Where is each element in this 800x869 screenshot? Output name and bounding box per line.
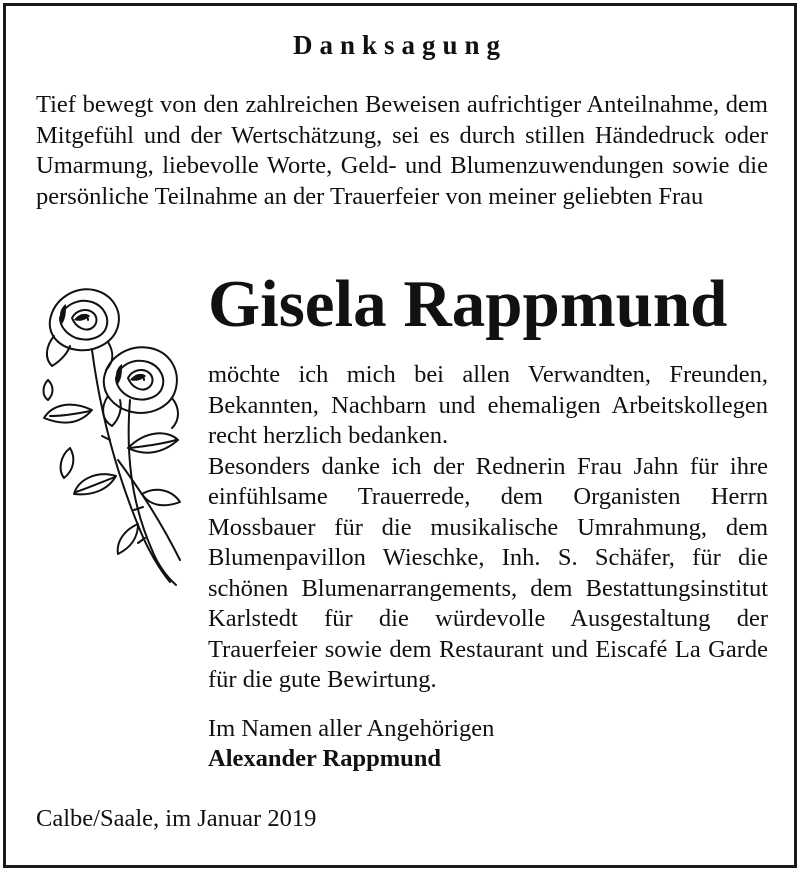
intro-text: Tief bewegt von den zahlreichen Beweisen aufrichtiger Anteilnahme, dem Mitgefühl und der Wertschätzung, sei es durch stillen Händedruck oder Umarmung, liebevolle Worte, Geld- und Blumenzuwendungen sowie die persönliche Teilnahme an der Trauerfeier von meiner geliebten Frau [36,91,768,210]
thanks-body [208,360,768,696]
place-date: Calbe/Saale, im Januar 2019 [36,805,317,832]
thanks-paragraph-1: möchte ich mich bei allen Verwandten, Freunden, Bekannten, Nachbarn und ehemaligen Arbeitskollegen recht herzlich bedanken. [208,361,768,449]
signature-name: Alexander Rappmund [208,745,442,772]
signature-line: Im Namen aller Angehörigen [208,715,495,742]
deceased-name: Gisela Rappmund [208,267,728,341]
notice-title: Danksagung [292,30,508,60]
thanks-paragraph-2: Besonders danke ich der Rednerin Frau Jahn für ihre einfühlsame Trauerrede, dem Organisten Herrn Mossbauer für die musikalische Umrahmung, dem Blumenpavillon Wieschke, Inh. S. Schäfer, für die schönen Blumenarrangements, dem Bestattungsinstitut Karlstedt für die würdevolle Ausgestaltung der Trauerfeier sowie dem Restaurant und Eiscafé La Garde für die gute Bewirtung. [208,452,768,693]
rose-icon [30,280,200,590]
